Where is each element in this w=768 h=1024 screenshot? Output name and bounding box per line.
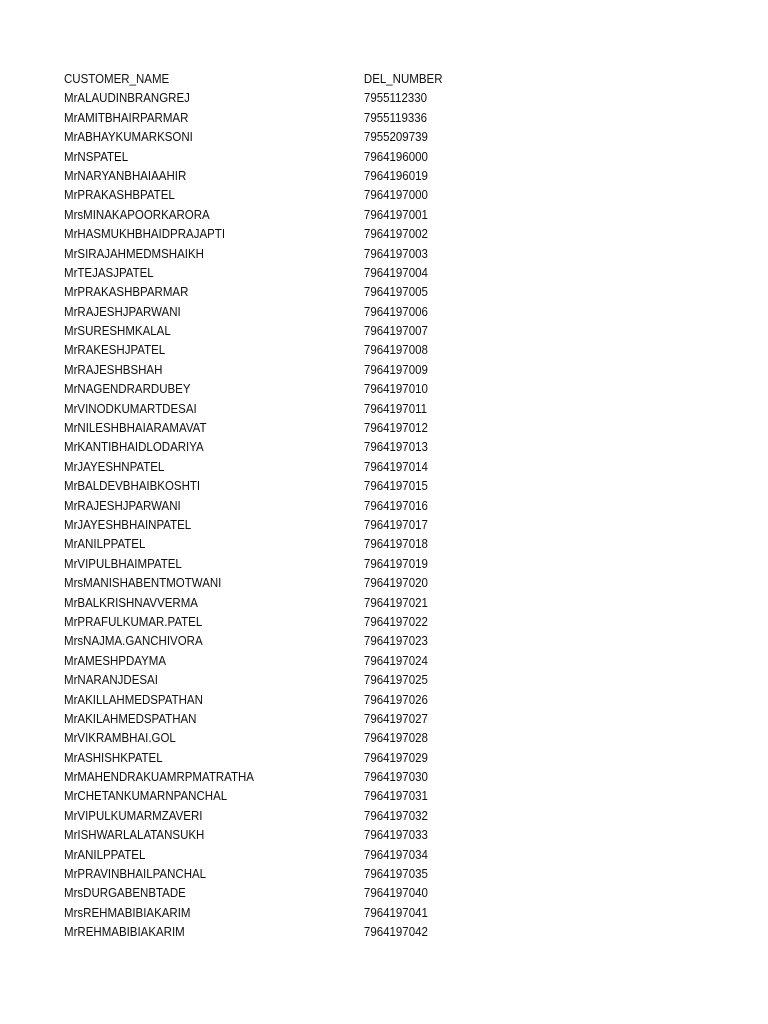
del-number-cell: 7964197017	[363, 517, 428, 532]
customer-name-cell: MrASHISHKPATEL	[64, 750, 163, 765]
customer-name-cell: MrPRAKASHBPATEL	[64, 188, 175, 203]
customer-name-cell: MrAKILLAHMEDSPATHAN	[64, 692, 203, 707]
del-number-cell: 7964197024	[363, 653, 428, 668]
del-number-cell: 7955209739	[363, 130, 428, 145]
customer-name-cell: MrPRAVINBHAILPANCHAL	[64, 867, 207, 882]
customer-name-cell: MrREHMABIBIAKARIM	[64, 925, 185, 940]
table-row	[64, 923, 542, 942]
del-number-cell: 7964197004	[363, 265, 428, 280]
del-number-cell: 7964197021	[363, 595, 428, 610]
table-row	[64, 380, 542, 399]
table-row	[64, 167, 542, 186]
table-row	[64, 904, 542, 923]
del-number-cell: 7964197030	[363, 770, 428, 785]
table-row	[64, 671, 542, 690]
table-row	[64, 613, 542, 632]
customer-name-cell: MrVIKRAMBHAI.GOL	[64, 731, 176, 746]
table-row	[64, 632, 542, 651]
del-number-cell: 7964197028	[363, 731, 428, 746]
customer-name-cell: MrVIPULBHAIMPATEL	[64, 556, 182, 571]
customer-name-cell: MrABHAYKUMARKSONI	[64, 130, 193, 145]
table-row	[64, 264, 542, 283]
del-number-cell: 7964197034	[363, 847, 428, 862]
table-row	[64, 206, 542, 225]
table-row	[64, 710, 542, 729]
customer-name-cell: MrsMANISHABENTMOTWANI	[64, 576, 222, 591]
del-number-cell: 7964197016	[363, 498, 428, 513]
customer-name-cell: MrNAGENDRARDUBEY	[64, 382, 191, 397]
table-row	[64, 283, 542, 302]
customer-name-cell: MrKANTIBHAIDLODARIYA	[64, 440, 204, 455]
customer-name-cell: MrBALKRISHNAVVERMA	[64, 595, 198, 610]
del-number-cell: 7964197020	[363, 576, 428, 591]
del-number-cell: 7964197026	[363, 692, 428, 707]
table-row	[64, 555, 542, 574]
table-row	[64, 245, 542, 264]
del-number-cell: 7964197023	[363, 634, 428, 649]
del-number-cell: 7964197012	[363, 421, 428, 436]
table-row	[64, 497, 542, 516]
del-number-cell: 7955119336	[363, 110, 428, 125]
customer-name-cell: MrTEJASJPATEL	[64, 265, 154, 280]
customer-name-cell: MrSURESHMKALAL	[64, 324, 171, 339]
customer-name-cell: MrAKILAHMEDSPATHAN	[64, 711, 197, 726]
customer-name-cell: MrMAHENDRAKUAMRPMATRATHA	[64, 770, 254, 785]
table-row	[64, 148, 542, 167]
del-number-cell: 7964197005	[363, 285, 428, 300]
table-row	[64, 749, 542, 768]
del-number-cell: 7964197040	[363, 886, 428, 901]
table-row	[64, 729, 542, 748]
table-row	[64, 535, 542, 554]
table-row	[64, 341, 542, 360]
customer-name-cell: MrJAYESHNPATEL	[64, 459, 165, 474]
customer-name-cell: MrANILPPATEL	[64, 847, 146, 862]
customer-name-cell: MrsNAJMA.GANCHIVORA	[64, 634, 203, 649]
customer-name-cell: MrAMESHPDAYMA	[64, 653, 167, 668]
customer-name-cell: MrPRAFULKUMAR.PATEL	[64, 614, 203, 629]
customer-name-cell: MrALAUDINBRANGREJ	[64, 91, 190, 106]
del-number-cell: 7964197018	[363, 537, 428, 552]
column-header-customer-name: CUSTOMER_NAME	[64, 72, 170, 86]
table-row	[64, 691, 542, 710]
table-row	[64, 400, 542, 419]
customer-name-cell: MrHASMUKHBHAIDPRAJAPTI	[64, 227, 226, 242]
table-row	[64, 322, 542, 341]
table-row	[64, 884, 542, 903]
table-row	[64, 186, 542, 205]
customer-name-cell: MrSIRAJAHMEDMSHAIKH	[64, 246, 204, 261]
del-number-cell: 7964197022	[363, 614, 428, 629]
table-row	[64, 458, 542, 477]
table-row	[64, 477, 542, 496]
del-number-cell: 7964197029	[363, 750, 428, 765]
del-number-cell: 7964197007	[363, 324, 428, 339]
table-body	[64, 89, 584, 942]
del-number-cell: 7955112330	[363, 91, 428, 106]
del-number-cell: 7964197041	[363, 905, 428, 920]
del-number-cell: 7964197035	[363, 867, 428, 882]
table-row	[64, 768, 542, 787]
table-row	[64, 419, 542, 438]
del-number-cell: 7964197015	[363, 479, 428, 494]
customer-name-cell: MrANILPPATEL	[64, 537, 146, 552]
del-number-cell: 7964197033	[363, 828, 428, 843]
customer-name-cell: MrsREHMABIBIAKARIM	[64, 905, 191, 920]
table-row	[64, 128, 542, 147]
del-number-cell: 7964197019	[363, 556, 428, 571]
table-row	[64, 826, 542, 845]
customer-name-cell: MrRAKESHJPATEL	[64, 343, 166, 358]
customer-name-cell: MrPRAKASHBPARMAR	[64, 285, 189, 300]
table-row	[64, 361, 542, 380]
table-row	[64, 516, 542, 535]
del-number-cell: 7964197011	[363, 401, 428, 416]
table-header-row	[64, 70, 542, 89]
table-row	[64, 438, 542, 457]
table-row	[64, 807, 542, 826]
customer-name-cell: MrNILESHBHAIARAMAVAT	[64, 421, 207, 436]
customer-name-cell: MrNARYANBHAIAAHIR	[64, 168, 187, 183]
table-row	[64, 574, 542, 593]
customer-name-cell: MrNSPATEL	[64, 149, 129, 164]
customer-name-cell: MrCHETANKUMARNPANCHAL	[64, 789, 228, 804]
del-number-cell: 7964197025	[363, 673, 428, 688]
table-row	[64, 652, 542, 671]
table-row	[64, 594, 542, 613]
table-row	[64, 846, 542, 865]
customer-name-cell: MrsMINAKAPOORKARORA	[64, 207, 210, 222]
table-row	[64, 225, 542, 244]
customer-name-cell: MrsDURGABENBTADE	[64, 886, 186, 901]
del-number-cell: 7964197008	[363, 343, 428, 358]
del-number-cell: 7964197000	[363, 188, 428, 203]
customer-name-cell: MrAMITBHAIRPARMAR	[64, 110, 189, 125]
table-row	[64, 109, 542, 128]
del-number-cell: 7964197001	[363, 207, 428, 222]
del-number-cell: 7964197027	[363, 711, 428, 726]
customer-name-cell: MrJAYESHBHAINPATEL	[64, 517, 192, 532]
del-number-cell: 7964197009	[363, 362, 428, 377]
del-number-cell: 7964197003	[363, 246, 428, 261]
customer-name-cell: MrBALDEVBHAIBKOSHTI	[64, 479, 201, 494]
del-number-cell: 7964197031	[363, 789, 428, 804]
customer-name-cell: MrRAJESHJPARWANI	[64, 498, 181, 513]
del-number-cell: 7964197013	[363, 440, 428, 455]
del-number-cell: 7964197002	[363, 227, 428, 242]
customer-name-cell: MrRAJESHBSHAH	[64, 362, 163, 377]
del-number-cell: 7964197010	[363, 382, 428, 397]
table-row	[64, 303, 542, 322]
table-row	[64, 89, 542, 108]
customer-name-cell: MrNARANJDESAI	[64, 673, 158, 688]
column-header-del-number: DEL_NUMBER	[363, 72, 443, 86]
del-number-cell: 7964197042	[363, 925, 428, 940]
del-number-cell: 7964197014	[363, 459, 428, 474]
customer-name-cell: MrVINODKUMARTDESAI	[64, 401, 197, 416]
del-number-cell: 7964196000	[363, 149, 428, 164]
customer-name-cell: MrISHWARLALATANSUKH	[64, 828, 205, 843]
customer-name-cell: MrVIPULKUMARMZAVERI	[64, 808, 203, 823]
table-row	[64, 865, 542, 884]
del-number-cell: 7964197006	[363, 304, 428, 319]
customer-name-cell: MrRAJESHJPARWANI	[64, 304, 181, 319]
del-number-cell: 7964196019	[363, 168, 428, 183]
table-row	[64, 787, 542, 806]
customer-table	[64, 70, 584, 943]
del-number-cell: 7964197032	[363, 808, 428, 823]
